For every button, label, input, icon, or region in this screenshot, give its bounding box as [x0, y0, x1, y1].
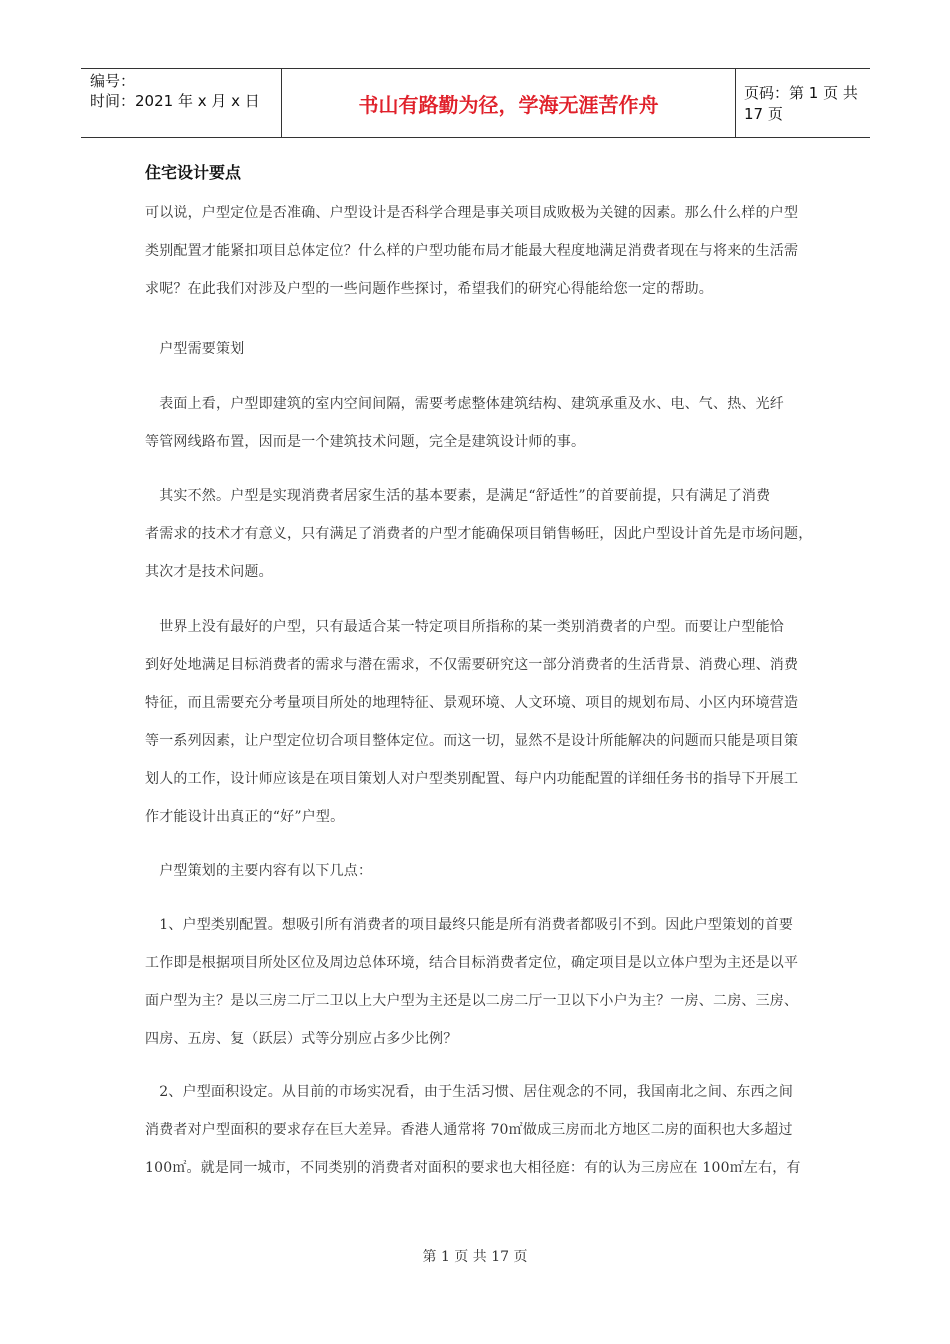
text-line: 户型需要策划	[145, 341, 245, 357]
text-line: 世界上没有最好的户型，只有最适合某一特定项目所指称的某一类别消费者的户型。而要让户型能恰	[145, 619, 784, 635]
paragraph	[145, 385, 810, 461]
paragraph	[145, 1073, 810, 1187]
text-line: 其次才是技术问题。	[145, 564, 273, 580]
number-label: 编号：	[90, 72, 136, 90]
text-line: 面户型为主？是以三房二厅二卫以上大户型为主还是以二房二厅一卫以下小户为主？一房、二房、三房、	[145, 993, 799, 1009]
text-line: 者需求的技术才有意义，只有满足了消费者的户型才能确保项目销售畅旺，因此户型设计首先是市场问题，	[145, 526, 813, 542]
paragraph	[145, 477, 813, 591]
section-heading	[145, 330, 810, 368]
text-line: 等管网线路布置，因而是一个建筑技术问题，完全是建筑设计师的事。	[145, 434, 586, 450]
text-line: 特征，而且需要充分考量项目所处的地理特征、景观环境、人文环境、项目的规划布局、小区内环境营造	[145, 695, 799, 711]
text-line: 其实不然。户型是实现消费者居家生活的基本要素，是满足“舒适性”的首要前提，只有满足了消费	[145, 488, 771, 504]
text-line: 消费者对户型面积的要求存在巨大差异。香港人通常将 70㎡做成三房而北方地区二房的面积也大多超过	[145, 1122, 793, 1138]
text-line: 可以说，户型定位是否准确、户型设计是否科学合理是事关项目成败极为关键的因素。那么什么样的户型	[145, 205, 799, 221]
text-line: 到好处地满足目标消费者的需求与潜在需求，不仅需要研究这一部分消费者的生活背景、消费心理、消费	[145, 657, 799, 673]
paragraph	[145, 608, 810, 836]
text-line: 2、户型面积设定。从目前的市场实况看，由于生活习惯、居住观念的不同，我国南北之间、东西之间	[145, 1084, 794, 1100]
paragraph	[145, 852, 810, 890]
text-line: 作才能设计出真正的“好”户型。	[145, 809, 345, 825]
text-line: 表面上看，户型即建筑的室内空间间隔，需要考虑整体建筑结构、建筑承重及水、电、气、热、光纤	[145, 396, 784, 412]
text-line: 100㎡。就是同一城市，不同类别的消费者对面积的要求也大相径庭：有的认为三房应在 100㎡左右，有	[145, 1160, 801, 1176]
page-label: 页码：第 1 页 共 17 页	[744, 84, 858, 123]
header-meta	[81, 69, 282, 137]
paragraph-intro	[145, 194, 810, 308]
text-line: 等一系列因素，让户型定位切合项目整体定位。而这一切，显然不是设计所能解决的问题而只能是项目策	[145, 733, 799, 749]
text-line: 四房、五房、复（跃层）式等分别应占多少比例？	[145, 1031, 458, 1047]
paragraph	[145, 906, 810, 1058]
document-title: 住宅设计要点	[145, 163, 242, 182]
motto: 书山有路勤为径，学海无涯苦作舟	[282, 69, 736, 137]
text-line: 划人的工作，设计师应该是在项目策划人对户型类别配置、每户内功能配置的详细任务书的指导下开展工	[145, 771, 799, 787]
document-header	[81, 68, 870, 138]
page-footer: 第 1 页 共 17 页	[422, 1249, 528, 1265]
text-line: 工作即是根据项目所处区位及周边总体环境，结合目标消费者定位，确定项目是以立体户型为主还是以平	[145, 955, 799, 971]
time-label: 时间：2021 年 x 月 x 日	[90, 92, 260, 110]
text-line: 户型策划的主要内容有以下几点：	[145, 863, 373, 879]
text-line: 类别配置才能紧扣项目总体定位？什么样的户型功能布局才能最大程度地满足消费者现在与将来的生活需	[145, 243, 799, 259]
text-line: 1、户型类别配置。想吸引所有消费者的项目最终只能是所有消费者都吸引不到。因此户型策划的首要	[145, 917, 794, 933]
text-line: 求呢？在此我们对涉及户型的一些问题作些探讨，希望我们的研究心得能给您一定的帮助。	[145, 281, 713, 297]
